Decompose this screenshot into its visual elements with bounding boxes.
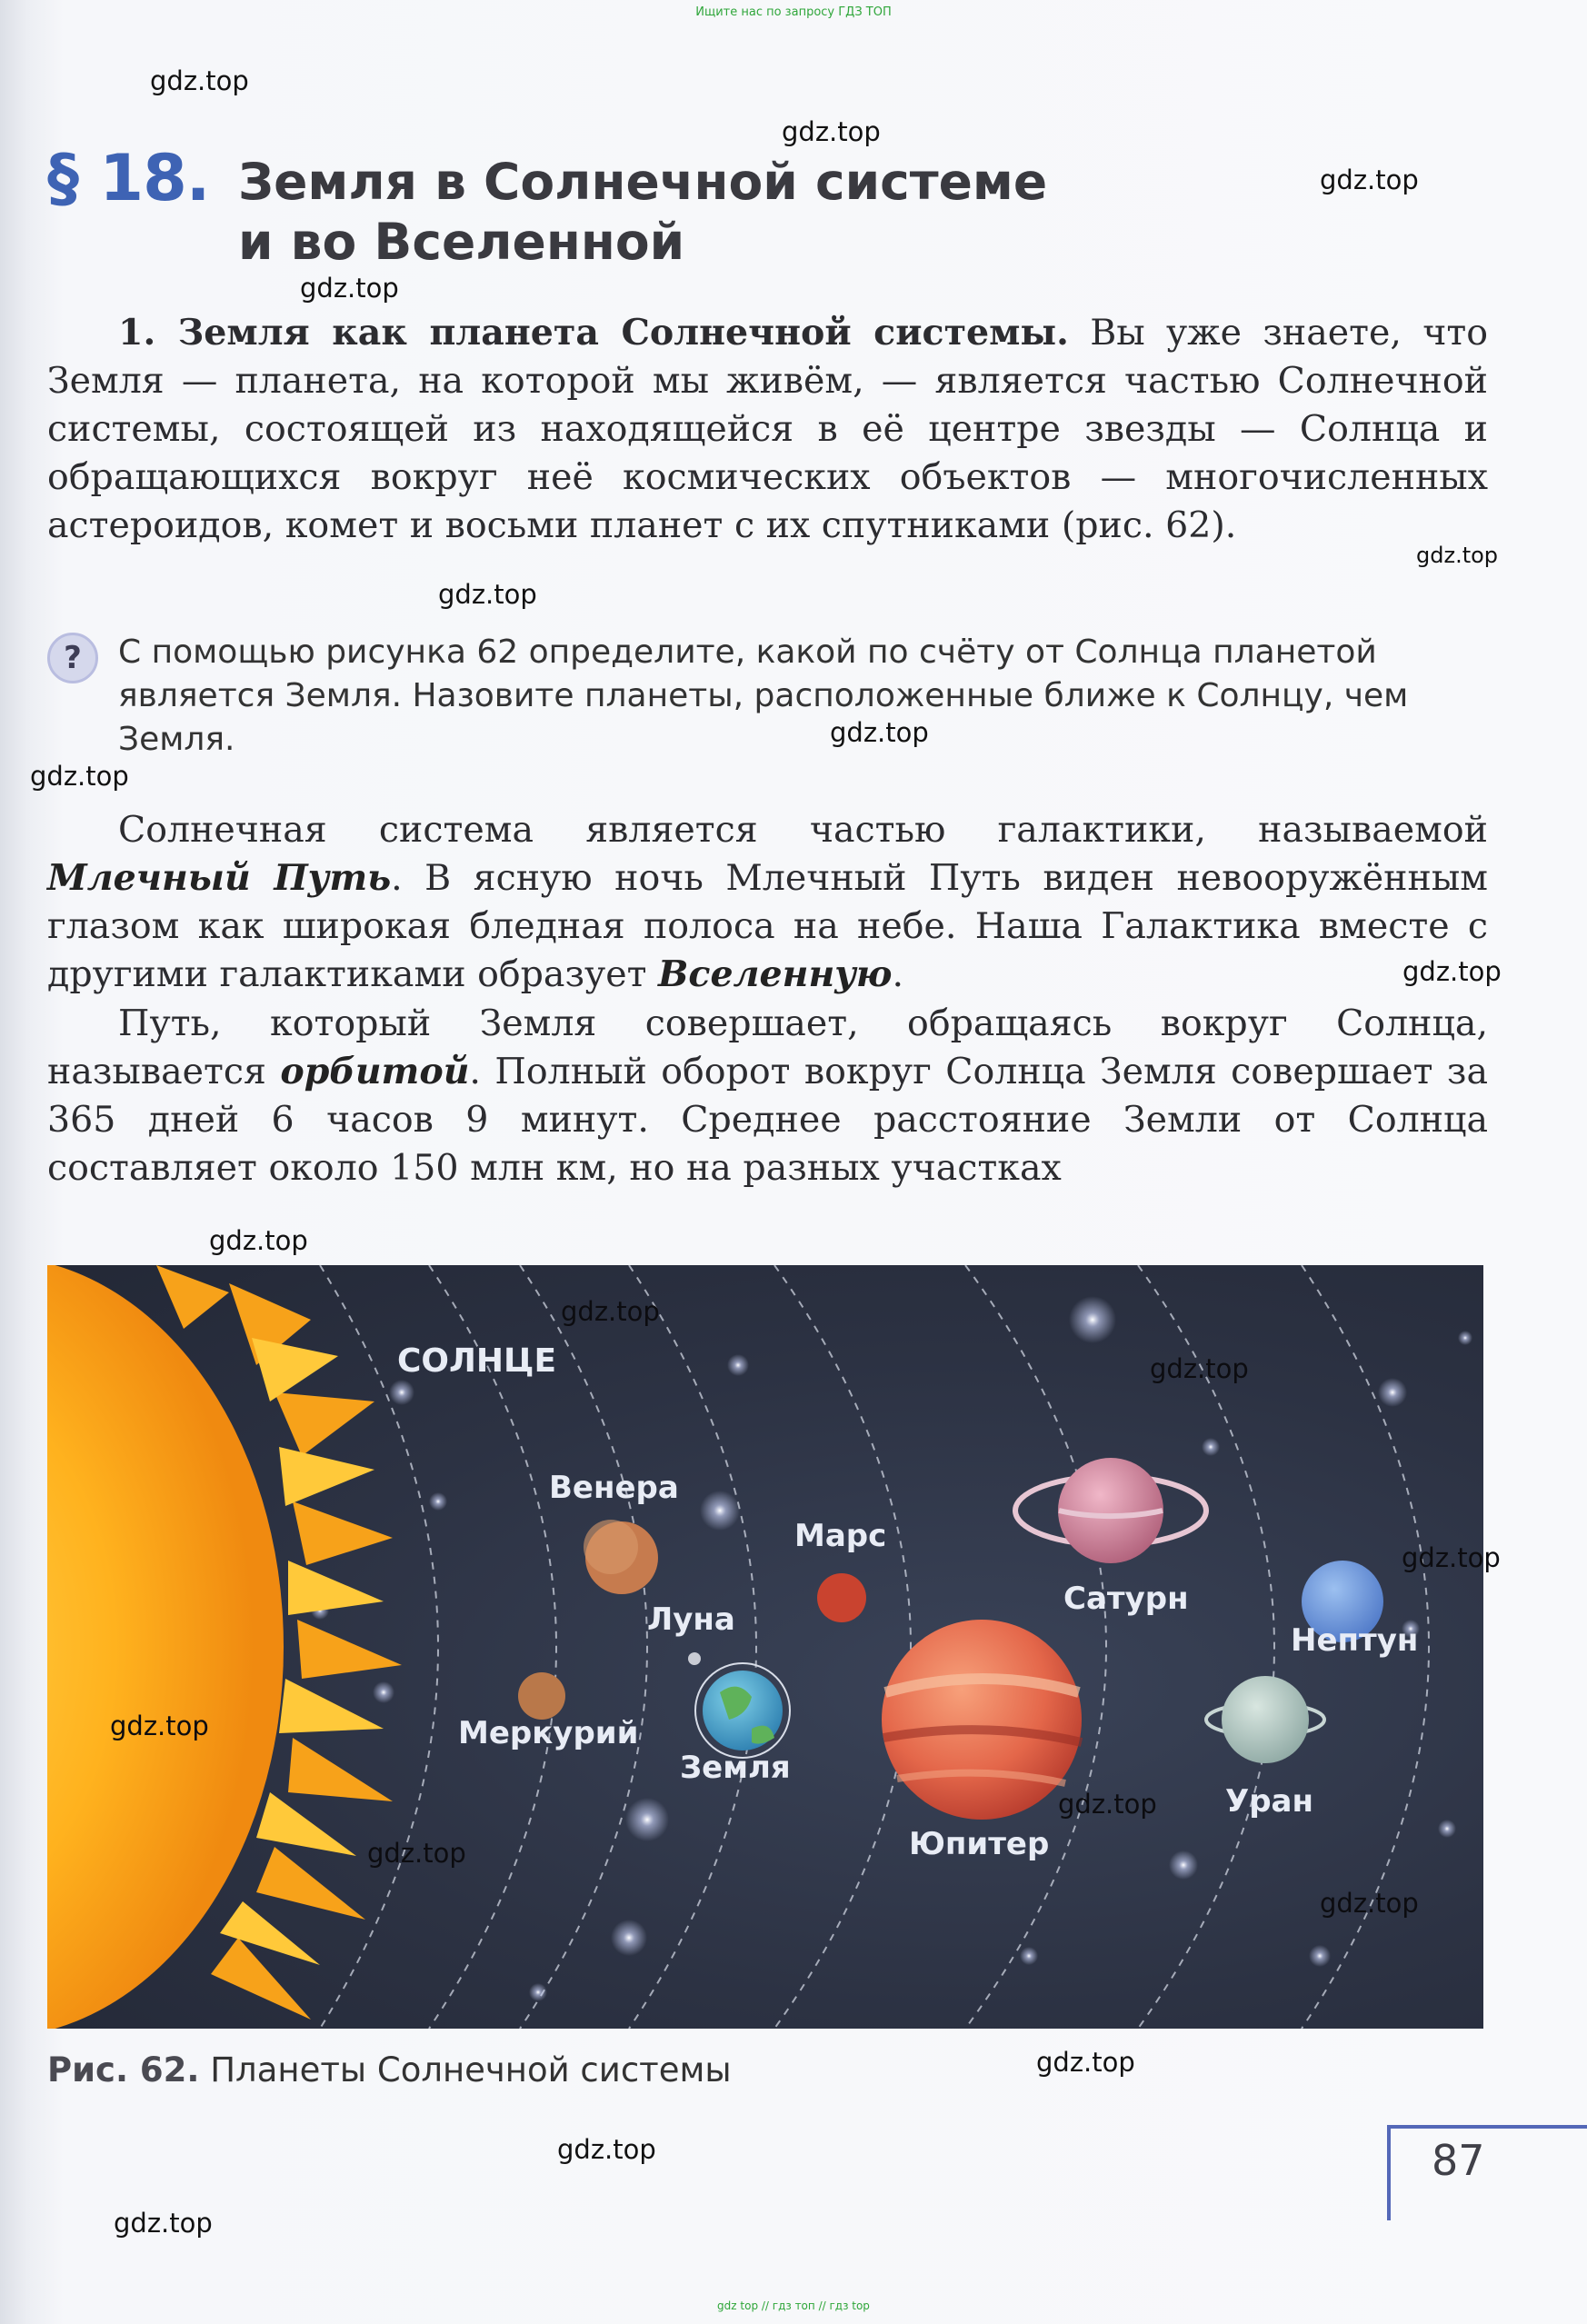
watermark: gdz.top bbox=[557, 2134, 656, 2165]
paragraph-2-part3: . bbox=[892, 953, 903, 995]
section-number: § 18. bbox=[47, 141, 210, 215]
watermark: gdz.top bbox=[830, 717, 929, 748]
solar-system-illustration bbox=[47, 1265, 1483, 2029]
watermark: gdz.top bbox=[782, 116, 881, 147]
label-earth: Земля bbox=[680, 1750, 791, 1786]
saturn bbox=[1058, 1458, 1163, 1563]
paragraph-2-part2: . В ясную ночь Млечный Путь виден невооружённым глазом как широкая бледная полоса на небе. Наша Галактика вместе с другими галактиками образует bbox=[47, 857, 1489, 995]
orbit-lines bbox=[320, 1265, 1429, 2029]
term-milky-way: Млечный Путь bbox=[47, 857, 392, 899]
watermark: gdz.top bbox=[150, 65, 249, 96]
figure-caption-text: Планеты Солнечной системы bbox=[210, 2050, 732, 2090]
page-number: 87 bbox=[1432, 2136, 1485, 2185]
figure-caption-label: Рис. 62. bbox=[47, 2050, 200, 2090]
watermark: gdz.top bbox=[1058, 1789, 1157, 1820]
section-title-line2: и во Вселенной bbox=[238, 213, 685, 271]
mercury bbox=[518, 1672, 565, 1720]
watermark: gdz.top bbox=[300, 273, 399, 304]
moon bbox=[688, 1652, 701, 1665]
label-saturn: Сатурн bbox=[1063, 1581, 1189, 1617]
mars bbox=[817, 1573, 866, 1622]
question-text: С помощью рисунка 62 определите, какой по счёту от Солнца планетой является Земля. Назовите планеты, расположенные ближе к Солнцу, чем Земля. bbox=[118, 633, 1409, 758]
watermark: gdz.top bbox=[1320, 165, 1419, 195]
label-uranus: Уран bbox=[1225, 1783, 1313, 1820]
page-number-frame bbox=[1387, 2125, 1587, 2220]
watermark: gdz.top bbox=[1320, 1888, 1419, 1919]
watermark: gdz.top bbox=[367, 1838, 466, 1869]
paragraph-1-text: Вы уже знаете, что Земля — планета, на которой мы живём, — является частью Солнечной системы, состоящей из находящейся в её центре звезды — Солнца и обращающихся вокруг неё космических объектов — многочисленных астероидов, комет и восьми планет с их спутниками (рис. 62). bbox=[47, 312, 1488, 546]
top-banner[interactable]: Ищите нас по запросу ГДЗ ТОП bbox=[695, 5, 892, 19]
watermark: gdz.top bbox=[1402, 1542, 1501, 1573]
jupiter bbox=[882, 1620, 1082, 1820]
label-sun: СОЛНЦЕ bbox=[397, 1342, 557, 1380]
watermark: gdz.top bbox=[114, 2208, 213, 2239]
watermark: gdz.top bbox=[1416, 543, 1499, 568]
label-moon: Луна bbox=[647, 1601, 735, 1638]
figure-caption bbox=[47, 2050, 732, 2090]
watermark: gdz.top bbox=[1402, 956, 1502, 987]
paragraph-2 bbox=[47, 806, 1488, 999]
paragraph-1-heading: 1. Земля как планета Солнечной системы. bbox=[118, 312, 1069, 354]
watermark: gdz.top bbox=[209, 1225, 308, 1256]
term-orbit: орбитой bbox=[280, 1051, 470, 1092]
paragraph-3-part2: . Полный оборот вокруг Солнца Земля совершает за 365 дней 6 часов 9 минут. Среднее расстояние Земли от Солнца составляет около 150 млн км, но на разных участках bbox=[47, 1051, 1488, 1189]
watermark: gdz.top bbox=[1036, 2047, 1135, 2078]
label-venus: Венера bbox=[549, 1470, 679, 1506]
term-universe: Вселенную bbox=[658, 953, 893, 995]
watermark: gdz.top bbox=[30, 761, 129, 792]
watermark: gdz.top bbox=[110, 1711, 209, 1741]
uranus bbox=[1222, 1676, 1309, 1763]
footer-links[interactable]: gdz top // гдз топ // гдз top bbox=[717, 2299, 870, 2312]
question-mark-icon: ? bbox=[47, 633, 98, 683]
paragraph-1 bbox=[47, 309, 1488, 550]
solar-system-figure bbox=[47, 1265, 1483, 2029]
section-title-line1: Земля в Солнечной системе bbox=[238, 153, 1048, 211]
label-neptune: Нептун bbox=[1291, 1622, 1419, 1659]
watermark: gdz.top bbox=[561, 1296, 660, 1327]
paragraph-2-part1: Солнечная система является частью галактики, называемой bbox=[118, 809, 1488, 851]
label-mercury: Меркурий bbox=[458, 1715, 639, 1751]
label-jupiter: Юпитер bbox=[909, 1826, 1050, 1862]
paragraph-3-part1: Путь, который Земля совершает, обращаясь вокруг Солнца, называется bbox=[47, 1002, 1488, 1092]
paragraph-3 bbox=[47, 1000, 1488, 1192]
section-title bbox=[238, 152, 1147, 272]
watermark: gdz.top bbox=[438, 579, 537, 610]
watermark: gdz.top bbox=[1150, 1353, 1249, 1384]
label-mars: Марс bbox=[794, 1518, 887, 1554]
